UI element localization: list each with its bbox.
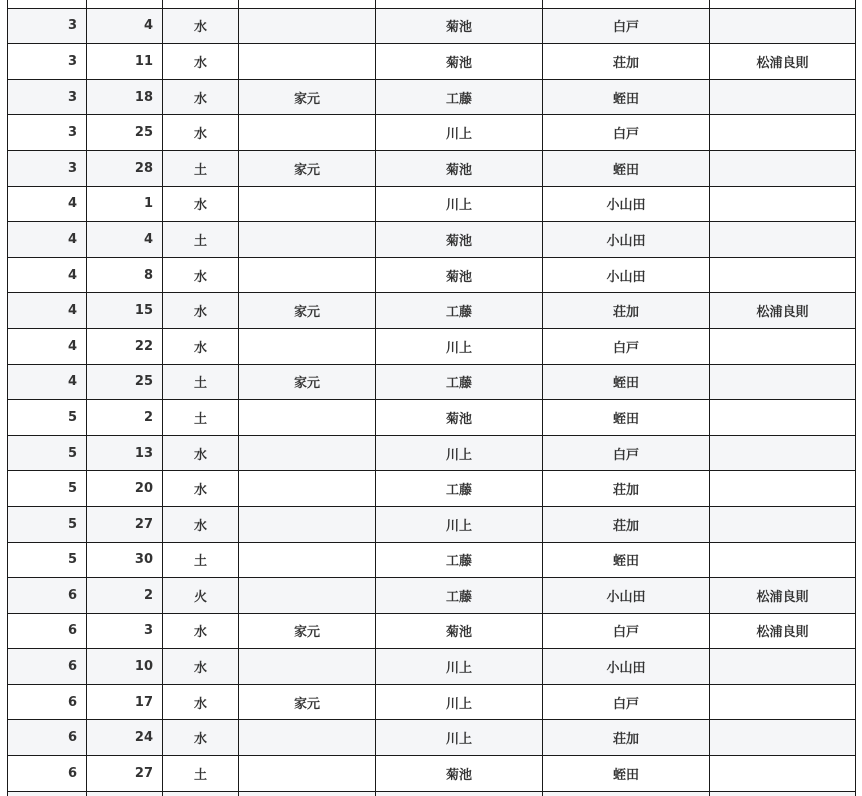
weekday-cell: 水 xyxy=(163,471,239,507)
weekday-cell: 土 xyxy=(163,222,239,258)
day-cell: 13 xyxy=(87,435,163,471)
mc-cell: 工藤 xyxy=(376,364,543,400)
day-cell: 27 xyxy=(87,756,163,792)
iemoto-cell: 家元 xyxy=(239,613,376,649)
month-cell: 6 xyxy=(8,720,87,756)
iemoto-cell xyxy=(239,222,376,258)
month-cell: 4 xyxy=(8,364,87,400)
mc-cell: 菊池 xyxy=(376,613,543,649)
iemoto-cell xyxy=(239,44,376,80)
iemoto-cell xyxy=(239,328,376,364)
iemoto-cell xyxy=(239,186,376,222)
iemoto-cell: 家元 xyxy=(239,293,376,329)
iemoto-cell: 家元 xyxy=(239,684,376,720)
mc-cell: 川上 xyxy=(376,115,543,151)
weekday-cell: 水 xyxy=(163,44,239,80)
table-row-partial xyxy=(8,0,856,8)
iemoto-cell xyxy=(239,115,376,151)
cell-empty xyxy=(710,0,856,8)
weekday-cell: 水 xyxy=(163,506,239,542)
day-cell: 1 xyxy=(87,186,163,222)
day-cell: 27 xyxy=(87,506,163,542)
month-cell: 6 xyxy=(8,613,87,649)
table-row xyxy=(8,293,856,329)
player-cell: 荘加 xyxy=(543,506,710,542)
mc-cell: 工藤 xyxy=(376,471,543,507)
guest-cell xyxy=(710,542,856,578)
table-row xyxy=(8,649,856,685)
table-row xyxy=(8,186,856,222)
table-row xyxy=(8,364,856,400)
table-row xyxy=(8,578,856,614)
guest-cell xyxy=(710,364,856,400)
day-cell: 22 xyxy=(87,328,163,364)
guest-cell xyxy=(710,720,856,756)
mc-cell: 工藤 xyxy=(376,79,543,115)
weekday-cell: 火 xyxy=(163,578,239,614)
iemoto-cell xyxy=(239,471,376,507)
month-cell: 5 xyxy=(8,400,87,436)
player-cell: 蛭田 xyxy=(543,79,710,115)
player-cell: 白戸 xyxy=(543,613,710,649)
mc-cell: 川上 xyxy=(376,720,543,756)
day-cell: 11 xyxy=(87,44,163,80)
mc-cell: 川上 xyxy=(376,435,543,471)
month-cell: 3 xyxy=(8,150,87,186)
weekday-cell: 水 xyxy=(163,186,239,222)
month-cell: 3 xyxy=(8,115,87,151)
schedule-table xyxy=(7,0,856,796)
iemoto-cell xyxy=(239,506,376,542)
month-cell: 6 xyxy=(8,578,87,614)
cell-empty xyxy=(543,791,710,796)
iemoto-cell xyxy=(239,578,376,614)
mc-cell: 菊池 xyxy=(376,222,543,258)
cell-empty xyxy=(163,0,239,8)
guest-cell: 松浦良則 xyxy=(710,44,856,80)
mc-cell: 菊池 xyxy=(376,8,543,44)
iemoto-cell xyxy=(239,8,376,44)
player-cell: 白戸 xyxy=(543,115,710,151)
guest-cell xyxy=(710,79,856,115)
guest-cell xyxy=(710,435,856,471)
cell-empty xyxy=(87,0,163,8)
month-cell: 6 xyxy=(8,684,87,720)
mc-cell: 川上 xyxy=(376,186,543,222)
mc-cell: 工藤 xyxy=(376,293,543,329)
table-row xyxy=(8,684,856,720)
month-cell: 4 xyxy=(8,257,87,293)
month-cell: 3 xyxy=(8,79,87,115)
player-cell: 荘加 xyxy=(543,720,710,756)
player-cell: 蛭田 xyxy=(543,400,710,436)
table-row xyxy=(8,471,856,507)
mc-cell: 菊池 xyxy=(376,150,543,186)
month-cell: 4 xyxy=(8,186,87,222)
table-row xyxy=(8,328,856,364)
day-cell: 18 xyxy=(87,79,163,115)
day-cell: 3 xyxy=(87,613,163,649)
month-cell: 3 xyxy=(8,44,87,80)
mc-cell: 工藤 xyxy=(376,542,543,578)
table-row xyxy=(8,257,856,293)
month-cell: 6 xyxy=(8,649,87,685)
player-cell: 荘加 xyxy=(543,44,710,80)
player-cell: 蛭田 xyxy=(543,542,710,578)
cell-empty xyxy=(163,791,239,796)
day-cell: 20 xyxy=(87,471,163,507)
weekday-cell: 土 xyxy=(163,542,239,578)
weekday-cell: 水 xyxy=(163,293,239,329)
cell-empty xyxy=(376,0,543,8)
weekday-cell: 水 xyxy=(163,257,239,293)
day-cell: 24 xyxy=(87,720,163,756)
cell-empty xyxy=(87,791,163,796)
weekday-cell: 土 xyxy=(163,400,239,436)
day-cell: 2 xyxy=(87,400,163,436)
guest-cell xyxy=(710,222,856,258)
mc-cell: 菊池 xyxy=(376,756,543,792)
month-cell: 6 xyxy=(8,756,87,792)
weekday-cell: 水 xyxy=(163,115,239,151)
guest-cell: 松浦良則 xyxy=(710,293,856,329)
table-row xyxy=(8,542,856,578)
player-cell: 小山田 xyxy=(543,222,710,258)
player-cell: 荘加 xyxy=(543,293,710,329)
weekday-cell: 水 xyxy=(163,328,239,364)
player-cell: 小山田 xyxy=(543,257,710,293)
mc-cell: 川上 xyxy=(376,506,543,542)
mc-cell: 川上 xyxy=(376,328,543,364)
table-row xyxy=(8,400,856,436)
month-cell: 5 xyxy=(8,506,87,542)
guest-cell xyxy=(710,684,856,720)
month-cell: 4 xyxy=(8,222,87,258)
player-cell: 荘加 xyxy=(543,471,710,507)
month-cell: 5 xyxy=(8,542,87,578)
iemoto-cell xyxy=(239,435,376,471)
weekday-cell: 土 xyxy=(163,364,239,400)
weekday-cell: 水 xyxy=(163,613,239,649)
month-cell: 4 xyxy=(8,328,87,364)
player-cell: 白戸 xyxy=(543,8,710,44)
table-row xyxy=(8,756,856,792)
month-cell: 5 xyxy=(8,471,87,507)
day-cell: 8 xyxy=(87,257,163,293)
iemoto-cell xyxy=(239,400,376,436)
iemoto-cell xyxy=(239,257,376,293)
player-cell: 白戸 xyxy=(543,435,710,471)
day-cell: 10 xyxy=(87,649,163,685)
player-cell: 蛭田 xyxy=(543,150,710,186)
mc-cell: 菊池 xyxy=(376,400,543,436)
player-cell: 小山田 xyxy=(543,578,710,614)
day-cell: 4 xyxy=(87,222,163,258)
cell-empty xyxy=(8,791,87,796)
mc-cell: 川上 xyxy=(376,649,543,685)
guest-cell: 松浦良則 xyxy=(710,613,856,649)
day-cell: 28 xyxy=(87,150,163,186)
iemoto-cell xyxy=(239,542,376,578)
table-row xyxy=(8,613,856,649)
month-cell: 3 xyxy=(8,8,87,44)
iemoto-cell xyxy=(239,720,376,756)
guest-cell xyxy=(710,186,856,222)
table-row xyxy=(8,79,856,115)
table-row xyxy=(8,222,856,258)
player-cell: 白戸 xyxy=(543,684,710,720)
day-cell: 15 xyxy=(87,293,163,329)
guest-cell xyxy=(710,506,856,542)
mc-cell: 菊池 xyxy=(376,44,543,80)
cell-empty xyxy=(239,0,376,8)
iemoto-cell xyxy=(239,649,376,685)
cell-empty xyxy=(376,791,543,796)
table-row xyxy=(8,720,856,756)
table-row xyxy=(8,150,856,186)
weekday-cell: 土 xyxy=(163,756,239,792)
player-cell: 小山田 xyxy=(543,186,710,222)
weekday-cell: 水 xyxy=(163,8,239,44)
day-cell: 25 xyxy=(87,115,163,151)
day-cell: 25 xyxy=(87,364,163,400)
player-cell: 蛭田 xyxy=(543,364,710,400)
iemoto-cell: 家元 xyxy=(239,79,376,115)
guest-cell xyxy=(710,150,856,186)
guest-cell xyxy=(710,471,856,507)
player-cell: 白戸 xyxy=(543,328,710,364)
guest-cell xyxy=(710,400,856,436)
guest-cell: 松浦良則 xyxy=(710,578,856,614)
mc-cell: 工藤 xyxy=(376,578,543,614)
table-row xyxy=(8,44,856,80)
guest-cell xyxy=(710,328,856,364)
weekday-cell: 水 xyxy=(163,79,239,115)
guest-cell xyxy=(710,649,856,685)
cell-empty xyxy=(710,791,856,796)
mc-cell: 川上 xyxy=(376,684,543,720)
table-row xyxy=(8,435,856,471)
player-cell: 小山田 xyxy=(543,649,710,685)
guest-cell xyxy=(710,8,856,44)
day-cell: 4 xyxy=(87,8,163,44)
mc-cell: 菊池 xyxy=(376,257,543,293)
table-row xyxy=(8,8,856,44)
weekday-cell: 水 xyxy=(163,684,239,720)
table-row-partial xyxy=(8,791,856,796)
cell-empty xyxy=(239,791,376,796)
guest-cell xyxy=(710,257,856,293)
day-cell: 2 xyxy=(87,578,163,614)
iemoto-cell xyxy=(239,756,376,792)
day-cell: 30 xyxy=(87,542,163,578)
schedule-body xyxy=(8,0,856,796)
cell-empty xyxy=(543,0,710,8)
month-cell: 5 xyxy=(8,435,87,471)
month-cell: 4 xyxy=(8,293,87,329)
weekday-cell: 土 xyxy=(163,150,239,186)
table-row xyxy=(8,115,856,151)
iemoto-cell: 家元 xyxy=(239,150,376,186)
weekday-cell: 水 xyxy=(163,649,239,685)
weekday-cell: 水 xyxy=(163,720,239,756)
cell-empty xyxy=(8,0,87,8)
guest-cell xyxy=(710,115,856,151)
table-row xyxy=(8,506,856,542)
player-cell: 蛭田 xyxy=(543,756,710,792)
guest-cell xyxy=(710,756,856,792)
weekday-cell: 水 xyxy=(163,435,239,471)
day-cell: 17 xyxy=(87,684,163,720)
iemoto-cell: 家元 xyxy=(239,364,376,400)
